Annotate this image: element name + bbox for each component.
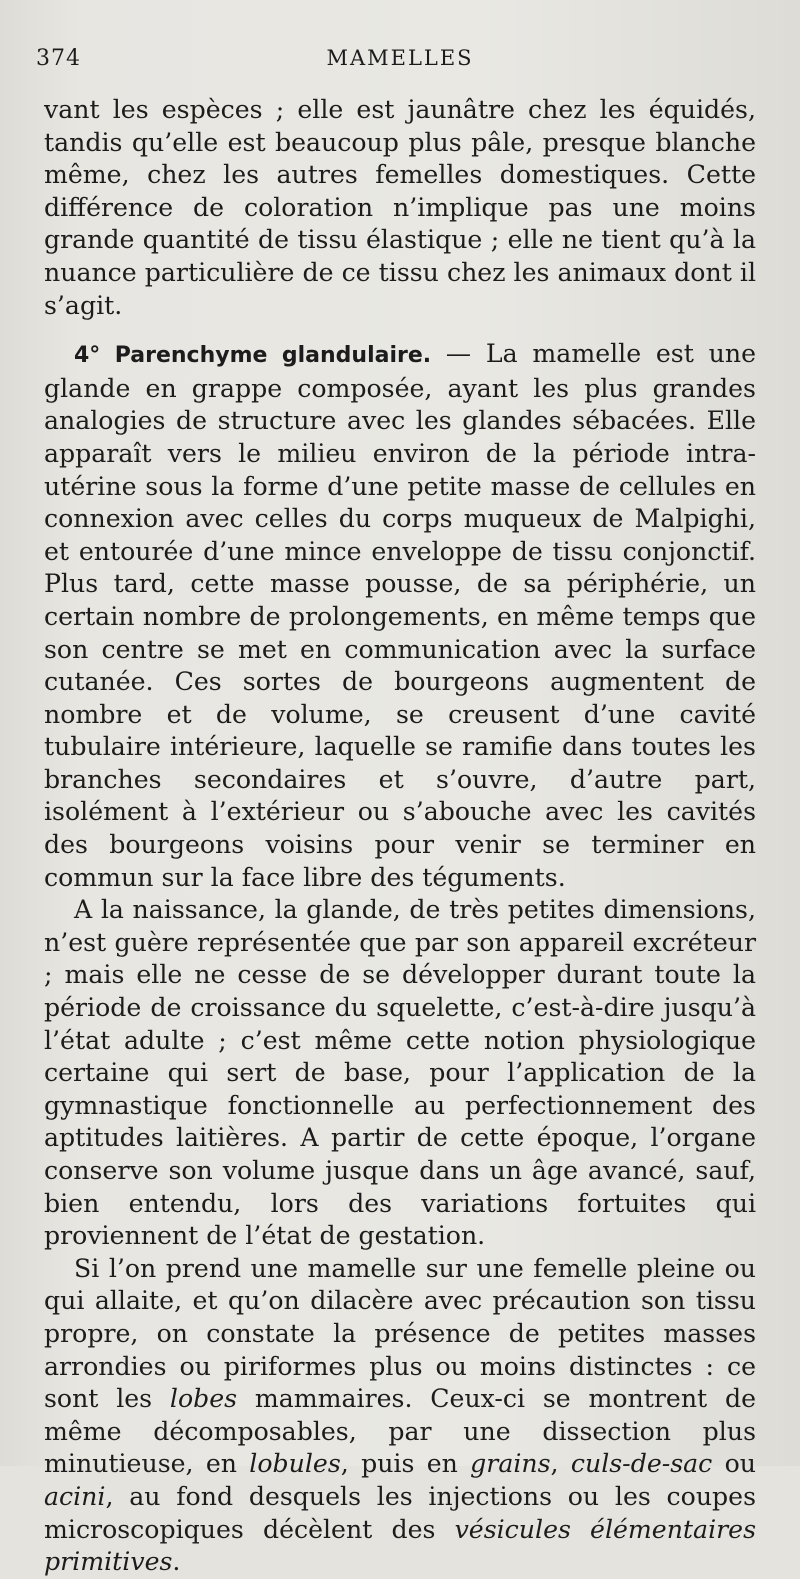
paragraph-2-text: — La mamelle est une glande en grappe composée, ayant les plus grandes analogies de structure avec les glandes sébacées. Elle apparaît vers le milieu environ de la période intra-utérine sous la forme d’une petite masse de cellules en connexion avec celles du corps muqueux de Malpighi, et entourée d’une mince enveloppe de tissu conjonctif. Plus tard, cette masse pousse, de sa périphérie, un certain nombre de prolongements, en même temps que son centre se met en communication avec la surface cutanée. Ces sortes de bourgeons augmentent de nombre et de volume, se creusent d’une cavité tubulaire intérieure, laquelle se ramifie dans toutes les branches secondaires et s’ouvre, d’autre part, isolément à l’extérieur ou s’abouche avec les cavités des bourgeons voisins pour venir se terminer en commun sur la face libre des téguments. xyxy=(44,339,756,892)
paragraph-1: vant les espèces ; elle est jaunâtre chez les équidés, tandis qu’elle est beaucoup plus pâle, presque blanche même, chez les autres femelles domestiques. Cette différence de coloration n’implique pas une moins grande quantité de tissu élastique ; elle ne tient qu’à la nuance particulière de ce tissu chez les animaux dont il s’agit. xyxy=(44,95,756,320)
term-lobules: lobules xyxy=(249,1449,341,1479)
page-header xyxy=(36,46,764,82)
p4-text-f: , au fond desquels les injections ou les coupes microscopiques décèlent des xyxy=(44,1481,756,1544)
paragraph-2 xyxy=(44,338,756,894)
p4-text-g: . xyxy=(172,1547,181,1577)
p4-text-b: mammaires. Ceux-ci se montrent de même décomposables, par une dissection plus minutieuse, en xyxy=(44,1384,756,1479)
page-number: 374 xyxy=(36,46,81,71)
paragraph-3: A la naissance, la glande, de très petites dimensions, n’est guère représentée que par son appareil excréteur ; mais elle ne cesse de se développer durant toute la période de croissance du squelette, c’est-à-dire jusqu’à l’état adulte ; c’est même cette notion physiologique certaine qui sert de base, pour l’application de la gymnastique fonctionnelle au perfectionnement des aptitudes laitières. A partir de cette époque, l’organe conserve son volume jusque dans un âge avancé, sauf, bien entendu, lors des variations fortuites qui proviennent de l’état de gestation. xyxy=(44,895,756,1251)
term-lobes: lobes xyxy=(169,1384,238,1414)
paragraph-4 xyxy=(44,1253,756,1579)
p4-text-c: , puis en xyxy=(340,1449,471,1479)
section-title: 4° Parenchyme glandulaire. xyxy=(74,343,432,369)
p4-text-a: Si l’on prend une mamelle sur une femelle pleine ou qui allaite, et qu’on dilacère avec précaution son tissu propre, on constate la présence de petites masses arrondies ou piriformes plus ou moins distinctes : ce sont les xyxy=(44,1253,756,1414)
p4-text-e: ou xyxy=(712,1449,756,1479)
term-vesicules: vésicules élémentaires primitives xyxy=(44,1514,756,1577)
p4-text-d: , xyxy=(550,1449,571,1479)
body-text xyxy=(44,94,756,1579)
running-head: MAMELLES xyxy=(326,46,474,70)
term-acini: acini xyxy=(44,1481,106,1511)
term-grains: grains xyxy=(470,1449,551,1479)
term-culs-de-sac: culs-de-sac xyxy=(570,1449,713,1479)
